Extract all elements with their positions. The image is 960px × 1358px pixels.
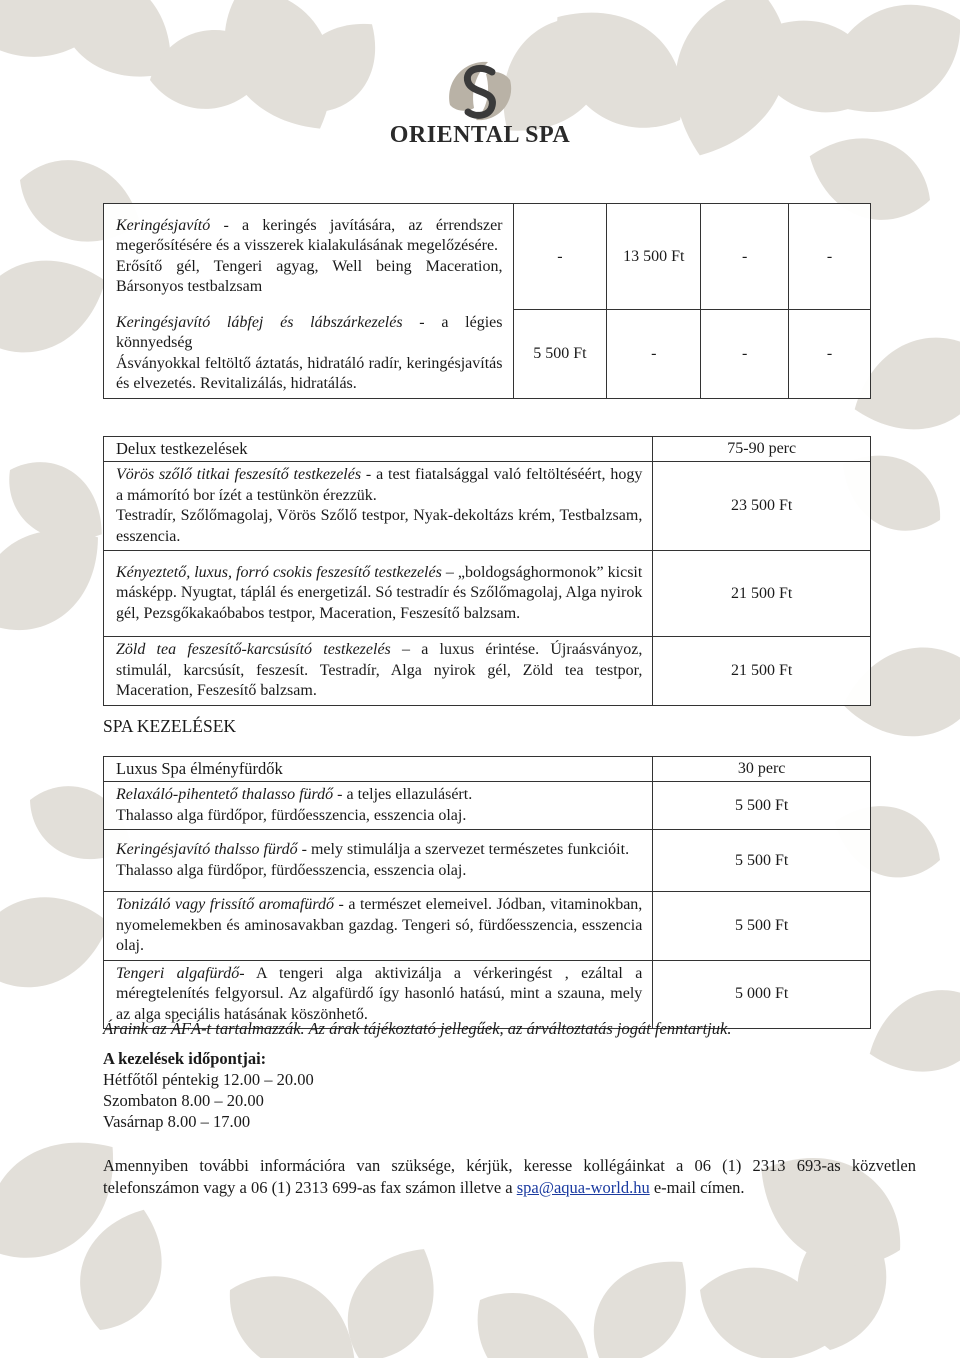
treatment-desc: - a keringés javítására, az érrendszer megerősítésére és a visszerek kialakulásának megelőzésére. [116, 216, 503, 255]
section-title: SPA KEZELÉSEK [103, 716, 237, 736]
treatment-ingredients: Ásványokkal feltöltő áztatás, hidratáló radír, keringésjavítás és elvezetés. Revitalizálás, hidratálás. [116, 354, 503, 392]
contact-info [103, 1155, 916, 1198]
price-cell: 5 500 Ft [653, 782, 871, 830]
opening-hours [103, 1048, 314, 1132]
treatment-ingredients: Erősítő gél, Tengeri agyag, Well being Maceration, Bársonyos testbalzsam [116, 257, 503, 296]
price-cell: - [701, 310, 789, 399]
table-header: Delux testkezelések [104, 437, 653, 462]
treatment-title: Keringésjavító thalsso fürdő [116, 841, 298, 858]
treatment-title: Zöld tea feszesítő-karcsúsító testkezelés [116, 641, 391, 658]
delux-treatments-table [103, 436, 871, 706]
table-row [104, 637, 871, 706]
table-header-row [104, 757, 871, 782]
hours-weekday: Hétfőtől péntekig 12.00 – 20.00 [103, 1070, 314, 1089]
spa-baths-table [103, 756, 871, 1029]
treatment-desc: - A tengeri alga aktivizálja a vérkeringést , ezáltal a méregtelenítés felgyorsul. Az algafürdő így hasonló hatású, mint a szauna, mely az alga speciális hatásának köszönhető. [116, 964, 643, 1023]
treatment-description [104, 892, 653, 961]
hours-saturday: Szombaton 8.00 – 20.00 [103, 1091, 264, 1110]
treatment-desc: - a természet elemeivel. Jódban, vitaminokban, nyomelemekben és aminosavakban gazdag. Tengeri só, fürdőesszencia, esszencia olaj. [116, 896, 643, 954]
treatment-title: Relaxáló-pihentető thalasso fürdő [116, 786, 334, 803]
treatment-description [104, 462, 653, 551]
opening-hours-title: A kezelések időpontjai: [103, 1049, 267, 1068]
treatment-desc: – a luxus érintése. Újraásványoz, stimulál, karcsúsít, feszesít. Testradír, Alga nyirok gél, Zöld tea testpor, Maceration, Feszesítő balzsam. [116, 641, 643, 699]
treatment-description [104, 310, 514, 399]
duration-header: 30 perc [653, 757, 871, 782]
treatment-desc: - a test fiatalsággal való feltöltéséért, hogy a mámorító bor ízét a testünkön érezzük. [116, 466, 643, 504]
table-row [104, 892, 871, 961]
treatment-desc: – „boldogsághormonok” kicsit másképp. Nyugtat, táplál és energetizál. Só testradír és Szőlőmagolaj, Alga nyirok gél, Pezsgőkakaóbabos testpor, Maceration, Feszesítő balzsam. [116, 563, 643, 622]
price-cell: - [789, 310, 871, 399]
treatment-title: Vörös szőlő titkai feszesítő testkezelés [116, 466, 362, 483]
price-cell: 5 000 Ft [653, 960, 871, 1029]
oriental-spa-logo-icon [440, 50, 520, 130]
treatment-title: Tengeri algafürdő [116, 964, 240, 982]
price-cell: 5 500 Ft [513, 310, 607, 399]
price-cell: 5 500 Ft [653, 892, 871, 961]
price-cell: 5 500 Ft [653, 830, 871, 892]
treatment-description [104, 782, 653, 830]
price-cell: 23 500 Ft [653, 462, 871, 551]
brand-name: ORIENTAL SPA [389, 122, 571, 148]
contact-text-end: e-mail címen. [649, 1177, 745, 1197]
price-cell: - [789, 204, 871, 310]
hours-sunday: Vasárnap 8.00 – 17.00 [103, 1112, 251, 1131]
duration-header: 75-90 perc [653, 437, 871, 462]
price-cell: 13 500 Ft [607, 204, 701, 310]
treatment-desc: - mely stimulálja a szervezet természetes funkcióit. [297, 841, 630, 858]
table-row [104, 204, 871, 310]
treatment-description [104, 637, 653, 706]
price-cell: 21 500 Ft [653, 637, 871, 706]
treatment-description [104, 204, 514, 310]
treatment-description [104, 551, 653, 637]
treatment-desc: - a teljes ellazulásért. [333, 786, 473, 803]
table-row [104, 830, 871, 892]
contact-text: Amennyiben további információra van szüksége, kérjük, keresse kollégáinkat a 06 (1) 2313 693-as közvetlen telefonszámon vagy a 06 (1) 2313 699-as fax számon illetve a [103, 1156, 916, 1197]
price-cell: - [607, 310, 701, 399]
price-cell: 21 500 Ft [653, 551, 871, 637]
table-header-row [104, 437, 871, 462]
table-row [104, 462, 871, 551]
treatment-title: Tonizáló vagy frissítő aromafürdő [116, 896, 335, 913]
treatment-description [104, 830, 653, 892]
table-header: Luxus Spa élményfürdők [104, 757, 653, 782]
treatment-desc: - a légies könnyedség [116, 313, 503, 351]
treatment-title: Kényeztető, luxus, forró csokis feszesítő testkezelés [116, 563, 442, 581]
treatment-table-top [103, 203, 871, 399]
price-cell: - [701, 204, 789, 310]
treatment-title: Keringésjavító [116, 216, 211, 234]
table-row [104, 782, 871, 830]
treatment-ingredients: Testradír, Szőlőmagolaj, Vörös Szőlő testpor, Nyak-dekoltázs krém, Testbalzsam, esszencia. [116, 507, 643, 545]
table-row [104, 310, 871, 399]
treatment-title: Keringésjavító lábfej és lábszárkezelés [116, 313, 403, 331]
treatment-ingredients: Thalasso alga fürdőpor, fürdőesszencia, esszencia olaj. [116, 861, 467, 879]
table-row [104, 551, 871, 637]
treatment-ingredients: Thalasso alga fürdőpor, fürdőesszencia, esszencia olaj. [116, 806, 467, 824]
price-cell: - [513, 204, 607, 310]
price-note: Áraink az ÁFÁ-t tartalmazzák. Az árak tájékoztató jellegűek, az árváltoztatás jogát fenntartjuk. [103, 1019, 732, 1038]
email-link[interactable]: spa@aqua-world.hu [516, 1177, 650, 1197]
